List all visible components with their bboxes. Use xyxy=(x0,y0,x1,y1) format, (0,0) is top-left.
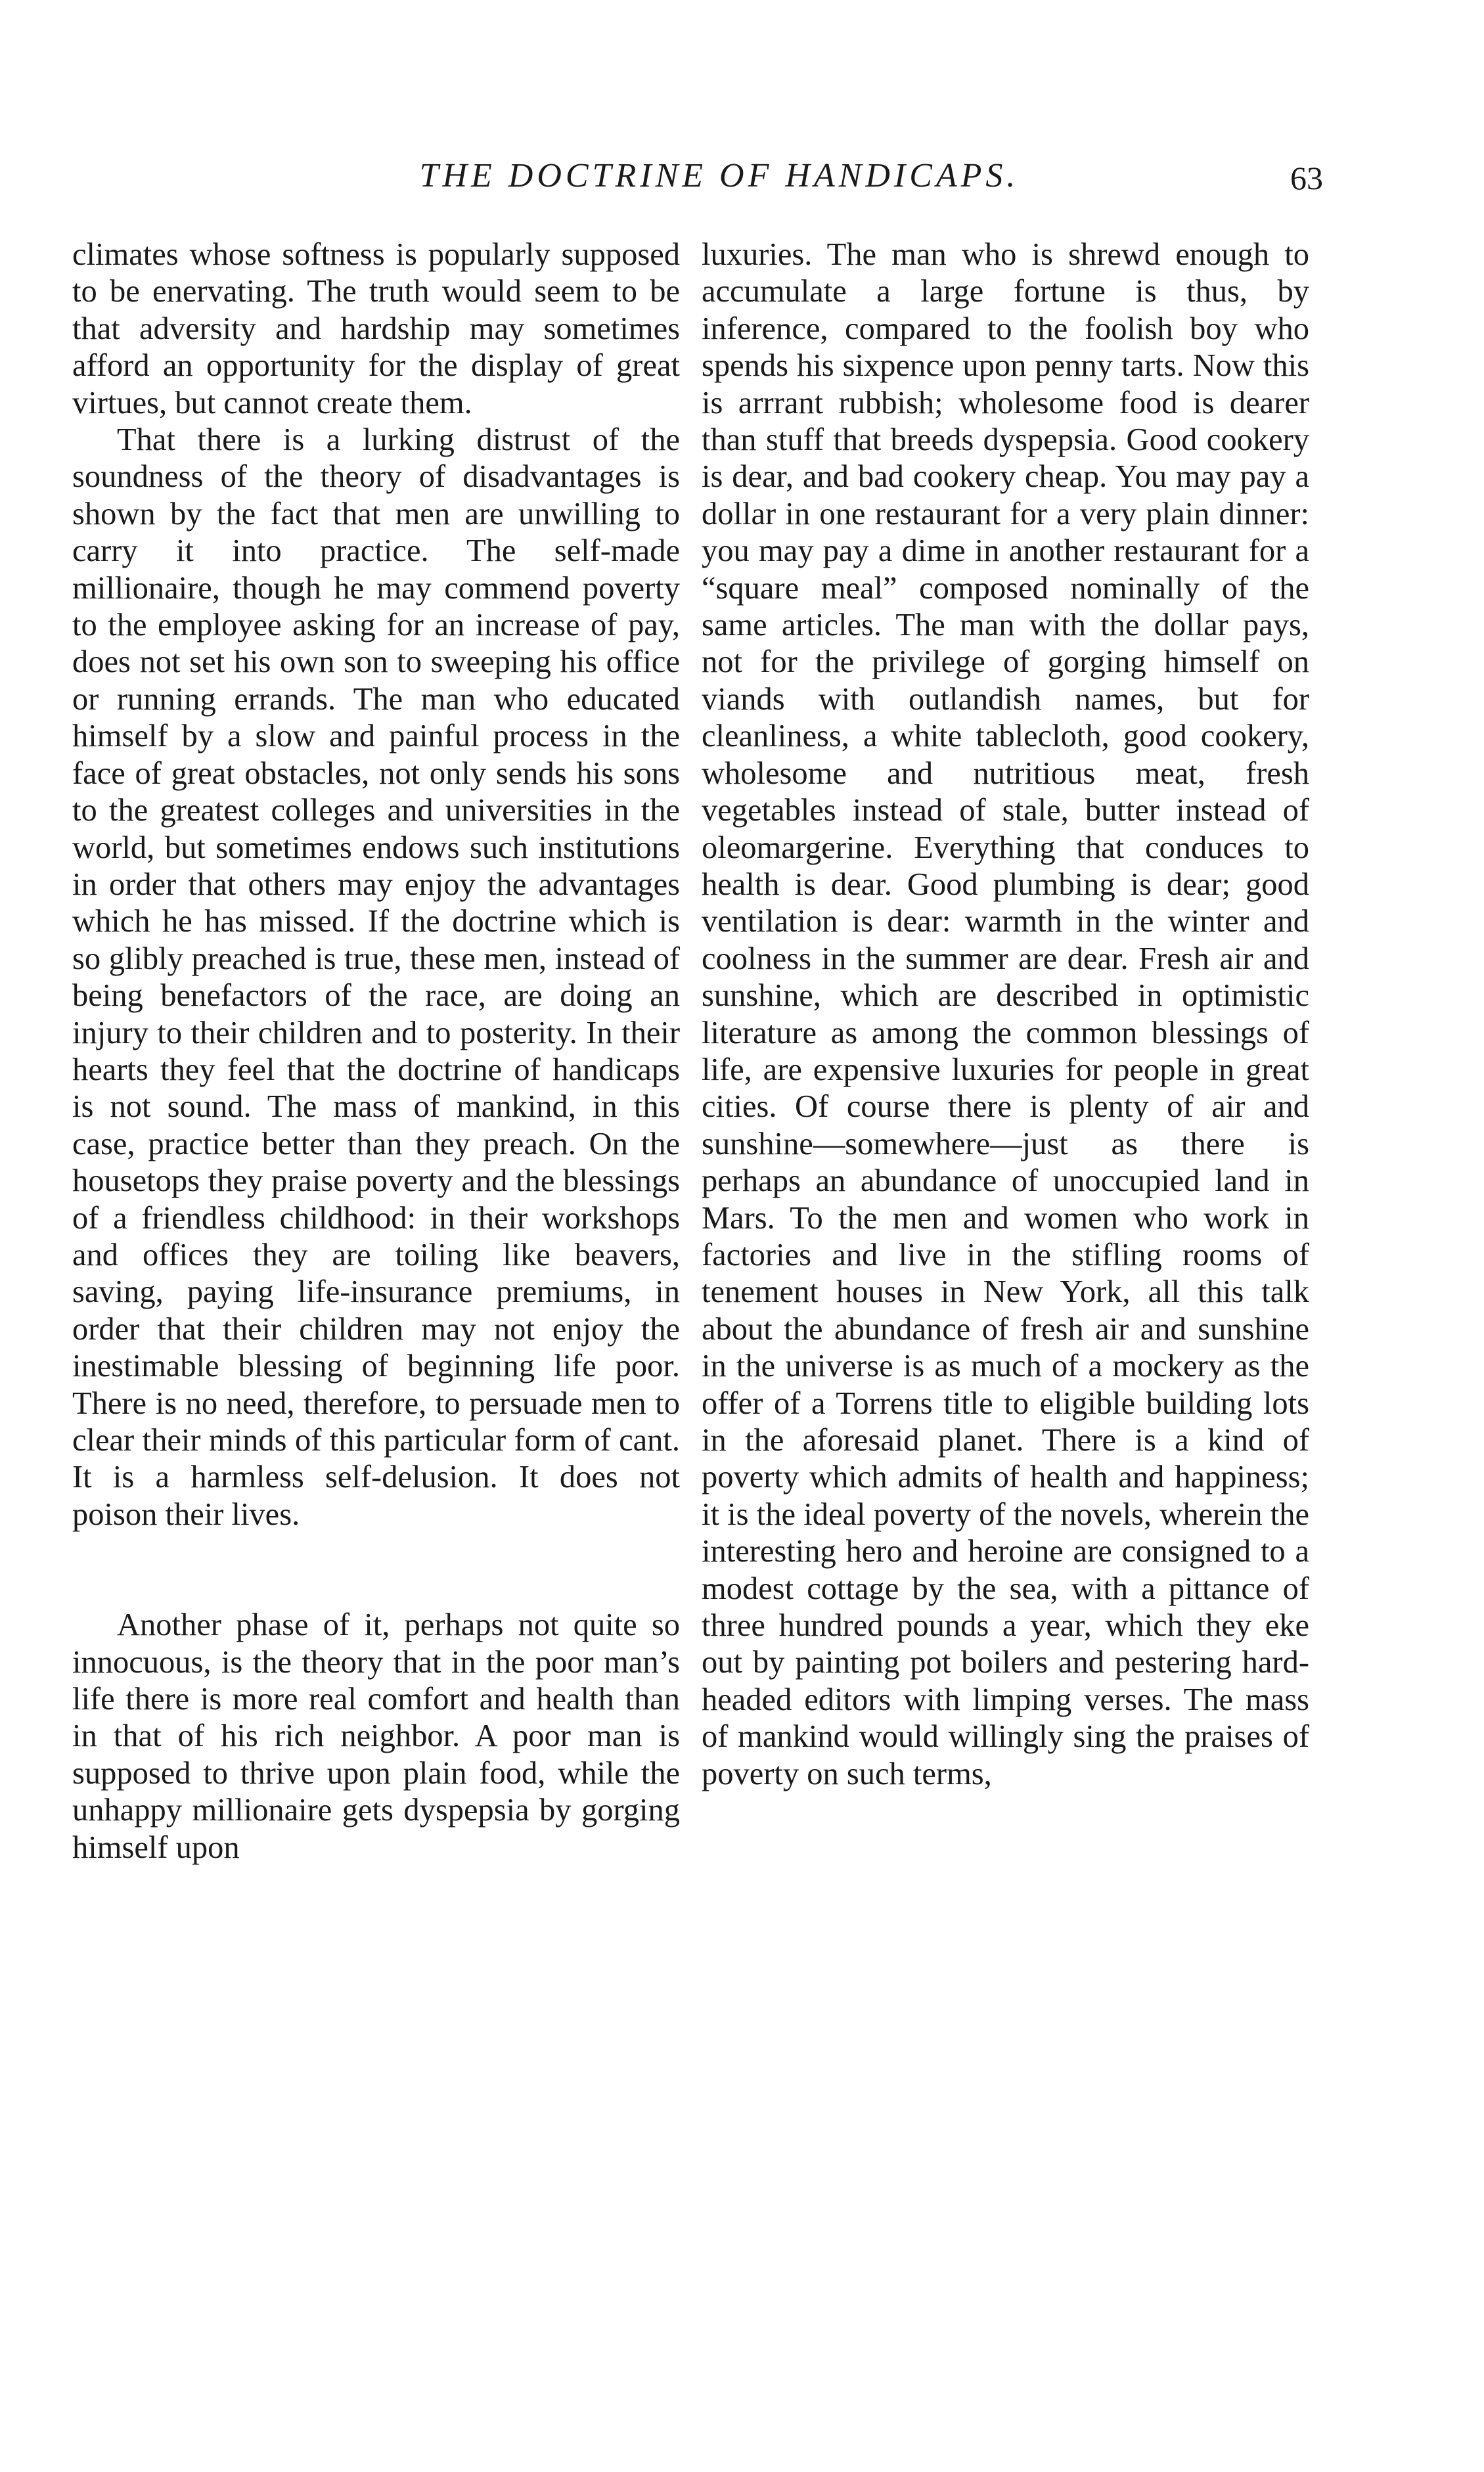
page-number: 63 xyxy=(1290,160,1323,196)
paragraph: That there is a lurking distrust of the soundness of the theory of disadvantages is shown by the fact that men are unwilling to carry it into practice. The self-made millionaire, though he may commend poverty to the employee asking for an increase of pay, does not set his own son to sweeping his office or running errands. The man who educated himself by a slow and painful process in the face of great obstacles, not only sends his sons to the greatest colleges and universities in the world, but sometimes endows such institutions in order that others may enjoy the advantages which he has missed. If the doctrine which is so glibly preached is true, these men, instead of being benefactors of the race, are doing an injury to their children and to posterity. In their hearts they feel that the doctrine of handicaps is not sound. The mass of mankind, in this case, practice better than they preach. On the housetops they praise poverty and the blessings of a friendless childhood: in their workshops and offices they are toiling like beavers, saving, paying life-insurance premiums, in order that their children may not enjoy the inestimable blessing of beginning life poor. There is no need, therefore, to persuade men to clear their minds of this particular form of cant. It is a harmless self-delusion. It does not poison their lives. xyxy=(72,422,680,1532)
running-title: THE DOCTRINE OF HANDICAPS. xyxy=(419,157,1020,194)
right-column xyxy=(702,236,1309,1793)
left-column xyxy=(72,236,680,1866)
paragraph-continued: climates whose softness is popularly supposed to be enervating. The truth would seem to be that adversity and hardship may sometimes afford an opportunity for the display of great virtues, but cannot create them. xyxy=(72,237,680,420)
paragraph: Another phase of it, perhaps not quite so innocuous, is the theory that in the poor man’s life there is more real comfort and health than in that of his rich neighbor. A poor man is supposed to thrive upon plain food, while the unhappy millionaire gets dyspepsia by gorging himself upon xyxy=(72,1607,680,1865)
paragraph-continued: luxuries. The man who is shrewd enough to accumulate a large fortune is thus, by inference, compared to the foolish boy who spends his sixpence upon penny tarts. Now this is arrrant rubbish; wholesome food is dearer than stuff that breeds dyspepsia. Good cookery is dear, and bad cookery cheap. You may pay a dollar in one restaurant for a very plain dinner: you may pay a dime in another restaurant for a “square meal” composed nominally of the same articles. The man with the dollar pays, not for the privilege of gorging himself on viands with outlandish names, but for cleanliness, a white tablecloth, good cookery, wholesome and nutritious meat, fresh vegetables instead of stale, butter instead of oleomargerine. Everything that conduces to health is dear. Good plumbing is dear; good ventilation is dear: warmth in the winter and coolness in the summer are dear. Fresh air and sunshine, which are described in optimistic literature as among the common blessings of life, are expensive luxuries for people in great cities. Of course there is plenty of air and sunshine—somewhere—just as there is perhaps an abundance of unoccupied land in Mars. To the men and women who work in factories and live in the stifling rooms of tenement houses in New York, all this talk about the abundance of fresh air and sunshine in the universe is as much of a mockery as the offer of a Torrens title to eligible building lots in the aforesaid planet. There is a kind of poverty which admits of health and happiness; it is the ideal poverty of the novels, wherein the interesting hero and heroine are consigned to a modest cottage by the sea, with a pittance of three hundred pounds a year, which they eke out by painting pot boilers and pestering hard-headed editors with limping verses. The mass of mankind would willingly sing the praises of poverty on such terms, xyxy=(702,237,1309,1791)
